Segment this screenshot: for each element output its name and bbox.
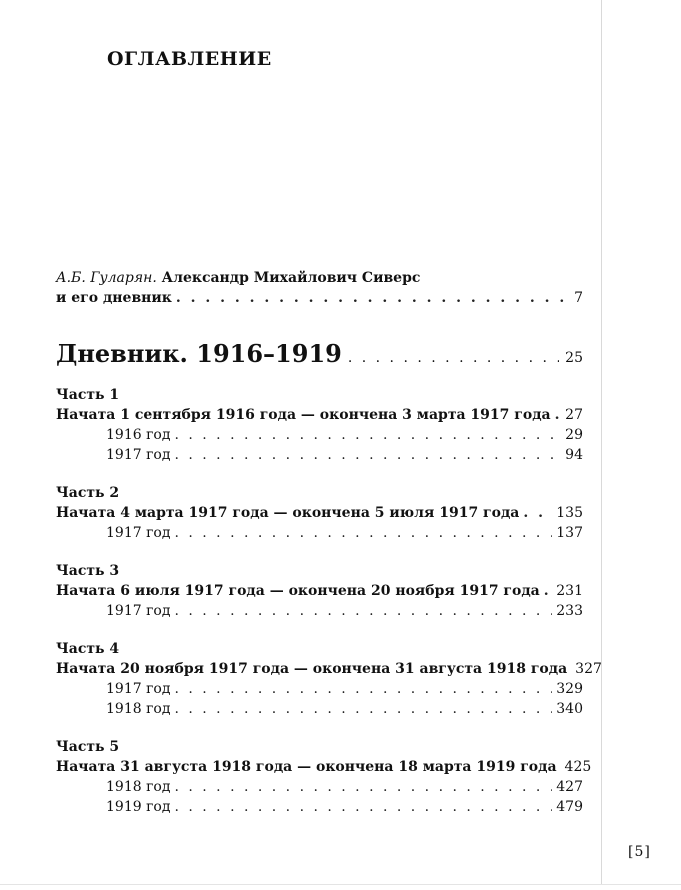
leader-dots xyxy=(523,503,552,523)
year-page: 340 xyxy=(556,701,583,717)
part-label: Часть 3 xyxy=(56,563,120,579)
year-entry xyxy=(106,425,583,445)
diary-entry xyxy=(56,339,583,368)
page-number: [5] xyxy=(628,844,651,860)
toc-heading: ОГЛАВЛЕНИЕ xyxy=(107,48,272,70)
year-label: 1918 год xyxy=(106,779,171,795)
leader-dots xyxy=(174,445,561,465)
leader-dots xyxy=(174,679,552,699)
page-edge-divider xyxy=(601,0,602,884)
part-range-entry xyxy=(56,581,583,601)
part-range-entry xyxy=(56,503,583,523)
year-label: 1917 год xyxy=(106,447,171,463)
year-page: 427 xyxy=(556,779,583,795)
year-page: 29 xyxy=(565,427,583,443)
part-range: Начата 31 августа 1918 года — окончена 18 марта 1919 года xyxy=(56,759,557,775)
leader-dots xyxy=(176,288,570,308)
leader-dots xyxy=(174,601,552,621)
leader-dots xyxy=(174,777,552,797)
intro-title-line1: Александр Михайлович Сиверс xyxy=(161,270,421,286)
diary-page: 25 xyxy=(565,350,583,366)
intro-title-line2: и его дневник xyxy=(56,290,172,306)
year-label: 1917 год xyxy=(106,525,171,541)
intro-page: 7 xyxy=(574,290,583,306)
part-range: Начата 6 июля 1917 года — окончена 20 ноября 1917 года xyxy=(56,583,540,599)
part-range: Начата 4 марта 1917 года — окончена 5 июля 1917 года xyxy=(56,505,520,521)
intro-entry-line1 xyxy=(56,268,420,288)
part-range: Начата 1 сентября 1916 года — окончена 3 марта 1917 года xyxy=(56,407,551,423)
intro-entry-line2 xyxy=(56,288,583,308)
leader-dots xyxy=(174,699,552,719)
leader-dots xyxy=(544,581,553,601)
part-range-entry xyxy=(56,405,583,425)
part-label: Часть 5 xyxy=(56,739,120,755)
year-page: 94 xyxy=(565,447,583,463)
year-label: 1916 год xyxy=(106,427,171,443)
year-page: 137 xyxy=(556,525,583,541)
year-label: 1917 год xyxy=(106,603,171,619)
leader-dots xyxy=(348,350,559,366)
year-label: 1917 год xyxy=(106,681,171,697)
year-label: 1919 год xyxy=(106,799,171,815)
year-page: 479 xyxy=(556,799,583,815)
year-entry xyxy=(106,679,583,699)
year-entry xyxy=(106,699,583,719)
part-range-entry xyxy=(56,757,592,777)
part-label: Часть 1 xyxy=(56,387,120,403)
part-page: 327 xyxy=(575,661,602,677)
part-page: 27 xyxy=(565,407,583,423)
part-label: Часть 4 xyxy=(56,641,120,657)
page-bottom-divider xyxy=(0,884,681,885)
leader-dots xyxy=(174,523,552,543)
leader-dots xyxy=(174,797,552,817)
year-entry xyxy=(106,601,583,621)
leader-dots xyxy=(174,425,561,445)
part-label: Часть 2 xyxy=(56,485,120,501)
leader-dots xyxy=(555,405,562,425)
part-range-entry xyxy=(56,659,602,679)
part-range: Начата 20 ноября 1917 года — окончена 31 августа 1918 года xyxy=(56,661,568,677)
year-page: 329 xyxy=(556,681,583,697)
part-page: 231 xyxy=(556,583,583,599)
year-entry xyxy=(106,797,583,817)
year-entry xyxy=(106,777,583,797)
part-page: 425 xyxy=(564,759,592,775)
year-entry xyxy=(106,445,583,465)
diary-title: Дневник. 1916–1919 xyxy=(56,339,342,368)
year-entry xyxy=(106,523,583,543)
intro-author: А.Б. Гуларян. xyxy=(56,270,157,286)
year-page: 233 xyxy=(556,603,583,619)
part-page: 135 xyxy=(556,505,583,521)
year-label: 1918 год xyxy=(106,701,171,717)
